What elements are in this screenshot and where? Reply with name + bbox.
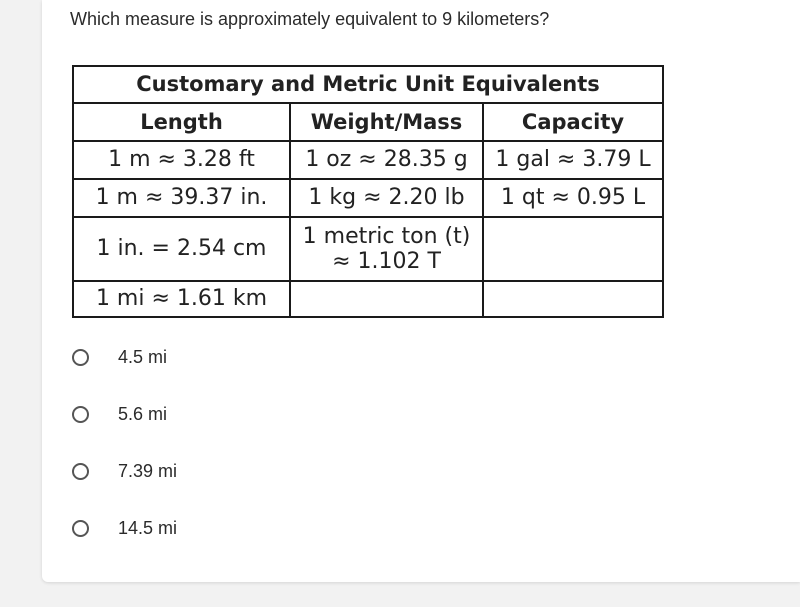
- table-row: [73, 141, 663, 179]
- choice-label: 4.5 mi: [118, 346, 168, 367]
- table-cell: 1 oz ≈ 28.35 g: [290, 141, 483, 179]
- table-title: Customary and Metric Unit Equivalents: [73, 66, 663, 103]
- table-row: [73, 179, 663, 217]
- table-cell: 1 gal ≈ 3.79 L: [483, 141, 663, 179]
- header-capacity: Capacity: [483, 103, 663, 141]
- answer-choice-1[interactable]: [72, 342, 372, 372]
- table-row: [73, 281, 663, 317]
- radio-button[interactable]: [72, 406, 89, 423]
- choice-label: 7.39 mi: [118, 460, 178, 481]
- table-cell: 1 m ≈ 39.37 in.: [73, 179, 290, 217]
- table-row: [73, 217, 663, 281]
- radio-button[interactable]: [72, 520, 89, 537]
- radio-button[interactable]: [72, 463, 89, 480]
- table-cell: 1 mi ≈ 1.61 km: [73, 281, 290, 317]
- table-cell-empty: [483, 217, 663, 281]
- metric-ton-line2: ≈ 1.102 T: [332, 249, 441, 274]
- table-cell-empty: [290, 281, 483, 317]
- table-cell: 1 in. = 2.54 cm: [73, 217, 290, 281]
- table-cell-empty: [483, 281, 663, 317]
- question-text: Which measure is approximately equivalent to 9 kilometers?: [70, 9, 550, 29]
- unit-equivalents-table: [72, 65, 664, 318]
- table-cell-metric-ton: [290, 217, 483, 281]
- choice-label: 14.5 mi: [118, 517, 178, 538]
- table-cell: 1 kg ≈ 2.20 lb: [290, 179, 483, 217]
- choice-label: 5.6 mi: [118, 403, 168, 424]
- header-weight-mass: Weight/Mass: [290, 103, 483, 141]
- radio-button[interactable]: [72, 349, 89, 366]
- metric-ton-line1: 1 metric ton (t): [302, 223, 471, 249]
- answer-choice-2[interactable]: [72, 399, 372, 429]
- header-length: Length: [73, 103, 290, 141]
- answer-choice-4[interactable]: [72, 513, 372, 543]
- answer-choice-3[interactable]: [72, 456, 372, 486]
- table-cell: 1 m ≈ 3.28 ft: [73, 141, 290, 179]
- table-cell: 1 qt ≈ 0.95 L: [483, 179, 663, 217]
